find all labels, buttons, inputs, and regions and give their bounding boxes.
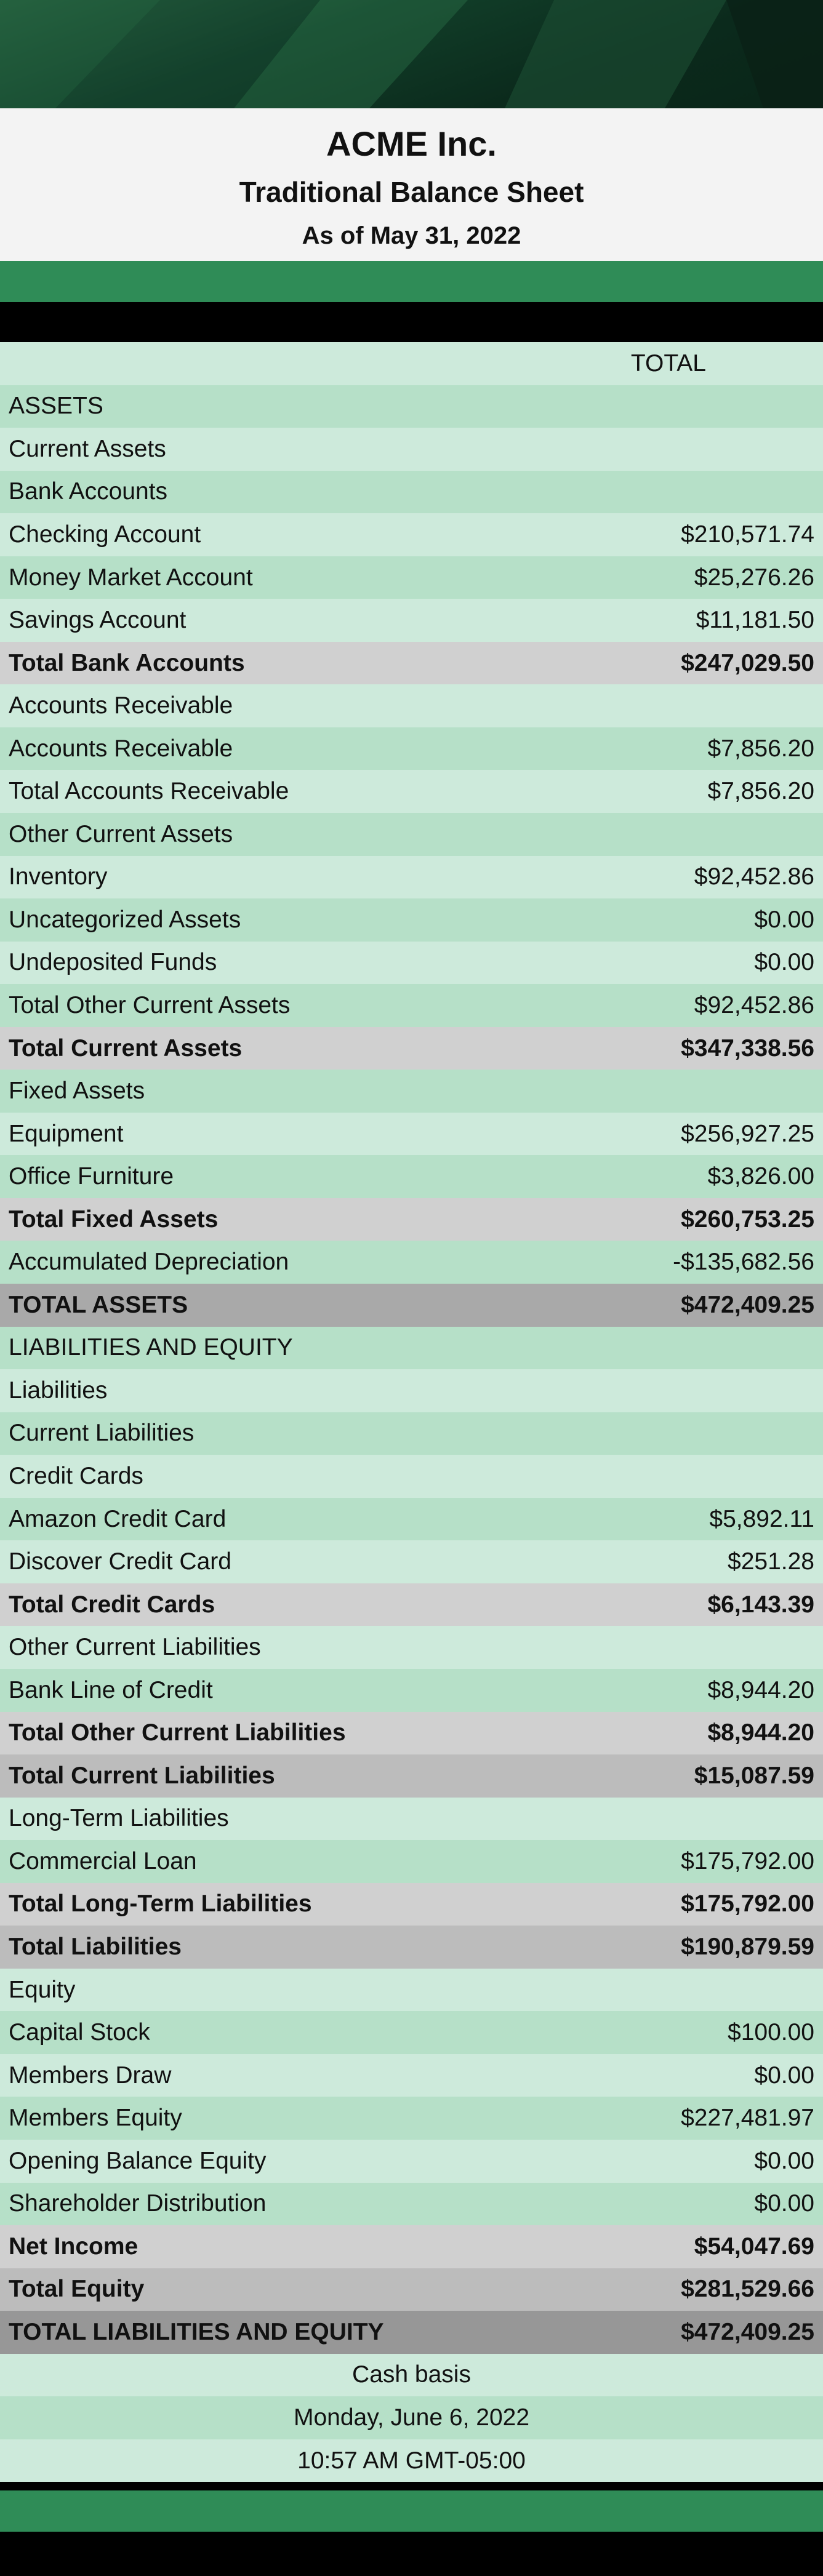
report-title-block [0, 108, 823, 261]
row-amount: $92,452.86 [694, 991, 814, 1018]
table-row [0, 1369, 823, 1412]
row-label: Total Accounts Receivable [9, 778, 289, 805]
table-row [0, 856, 823, 899]
total-row [0, 1284, 823, 1327]
company-name: ACME Inc. [326, 124, 497, 163]
row-label: Long-Term Liabilities [9, 1805, 229, 1832]
table-row [0, 1540, 823, 1583]
row-label: Accounts Receivable [9, 735, 233, 762]
top-green-band [0, 261, 823, 302]
row-label: Total Liabilities [9, 1934, 182, 1960]
table-row [0, 599, 823, 642]
row-label: Current Liabilities [9, 1420, 195, 1447]
row-label: Total Long-Term Liabilities [9, 1890, 312, 1918]
footer-time-row [0, 2439, 823, 2482]
top-black-band [0, 302, 823, 342]
row-amount: $25,276.26 [694, 564, 814, 591]
row-label: Savings Account [9, 607, 187, 634]
row-label: Other Current Liabilities [9, 1634, 261, 1661]
row-label: Checking Account [9, 521, 201, 548]
table-row [0, 984, 823, 1027]
header-banner [0, 0, 823, 108]
table-row [0, 1155, 823, 1198]
total-row [0, 1198, 823, 1241]
table-row [0, 1070, 823, 1113]
row-label: Members Draw [9, 2062, 172, 2089]
row-amount: $0.00 [754, 2147, 814, 2174]
row-amount: $54,047.69 [694, 2233, 814, 2260]
balance-sheet-table [0, 342, 823, 2482]
row-amount: $0.00 [754, 2062, 814, 2089]
table-row [0, 1669, 823, 1712]
row-label: Equipment [9, 1120, 124, 1147]
row-label: Uncategorized Assets [9, 906, 241, 933]
bottom-black-band [0, 2532, 823, 2576]
table-row [0, 684, 823, 727]
row-label: TOTAL LIABILITIES AND EQUITY [9, 2318, 384, 2345]
table-row [0, 770, 823, 813]
row-label: Total Other Current Assets [9, 991, 291, 1018]
row-amount: $100.00 [728, 2019, 814, 2046]
total-row [0, 1027, 823, 1070]
row-label: Bank Line of Credit [9, 1676, 213, 1703]
row-label: Total Current Liabilities [9, 1762, 275, 1789]
row-label: Undeposited Funds [9, 949, 217, 976]
table-row [0, 727, 823, 770]
table-row [0, 2140, 823, 2183]
column-header-total: TOTAL [630, 350, 706, 377]
table-row [0, 2183, 823, 2226]
total-row [0, 1583, 823, 1626]
table-row [0, 898, 823, 942]
footer-date-row [0, 2396, 823, 2439]
table-row [0, 2097, 823, 2140]
row-label: Total Current Assets [9, 1034, 243, 1062]
row-amount: $210,571.74 [681, 521, 814, 548]
row-amount: $175,792.00 [681, 1890, 814, 1918]
table-row [0, 1113, 823, 1156]
row-amount: $247,029.50 [681, 649, 814, 676]
row-amount: -$135,682.56 [673, 1249, 814, 1276]
row-label: Liabilities [9, 1377, 108, 1404]
table-row [0, 1969, 823, 2012]
table-row [0, 1327, 823, 1370]
total-row [0, 642, 823, 685]
row-label: Money Market Account [9, 564, 253, 591]
row-label: ASSETS [9, 393, 103, 420]
table-row [0, 1455, 823, 1498]
table-row [0, 1498, 823, 1541]
row-label: Inventory [9, 863, 108, 890]
row-amount: $7,856.20 [707, 778, 814, 805]
row-label: Office Furniture [9, 1163, 174, 1190]
table-row [0, 428, 823, 471]
row-label: Bank Accounts [9, 478, 167, 505]
row-label: Discover Credit Card [9, 1548, 231, 1575]
footer-basis-row [0, 2354, 823, 2397]
row-amount: $175,792.00 [681, 1847, 814, 1874]
row-label: Accounts Receivable [9, 692, 233, 719]
row-amount: $347,338.56 [681, 1034, 814, 1062]
row-amount: $7,856.20 [707, 735, 814, 762]
row-label: Total Fixed Assets [9, 1206, 219, 1233]
row-label: Opening Balance Equity [9, 2147, 267, 2174]
total-row [0, 2311, 823, 2354]
row-amount: $11,181.50 [696, 607, 814, 634]
row-label: TOTAL ASSETS [9, 1291, 188, 1318]
footer-date: Monday, June 6, 2022 [293, 2404, 530, 2431]
row-amount: $8,944.20 [707, 1676, 814, 1703]
row-amount: $260,753.25 [681, 1206, 814, 1233]
row-label: Amazon Credit Card [9, 1505, 227, 1532]
footer-time: 10:57 AM GMT-05:00 [297, 2447, 526, 2474]
table-row [0, 2011, 823, 2054]
column-header-row [0, 342, 823, 385]
report-date: As of May 31, 2022 [302, 222, 521, 249]
footer-basis: Cash basis [352, 2361, 471, 2388]
table-row [0, 1798, 823, 1841]
row-amount: $15,087.59 [694, 1762, 814, 1789]
row-amount: $281,529.66 [681, 2276, 814, 2303]
total-row [0, 1754, 823, 1798]
row-label: Capital Stock [9, 2019, 150, 2046]
table-row [0, 471, 823, 514]
report-title: Traditional Balance Sheet [239, 176, 584, 208]
row-label: Equity [9, 1976, 76, 2003]
bottom-green-band [0, 2490, 823, 2532]
total-row [0, 1712, 823, 1755]
row-label: Other Current Assets [9, 820, 233, 847]
table-row [0, 1840, 823, 1883]
row-label: Shareholder Distribution [9, 2190, 267, 2217]
total-row [0, 2268, 823, 2311]
row-amount: $251.28 [728, 1548, 814, 1575]
row-label: Net Income [9, 2233, 139, 2260]
row-amount: $0.00 [754, 906, 814, 933]
row-amount: $227,481.97 [681, 2105, 814, 2132]
row-amount: $5,892.11 [709, 1505, 814, 1532]
table-row [0, 513, 823, 556]
row-amount: $3,826.00 [707, 1163, 814, 1190]
row-label: Commercial Loan [9, 1847, 197, 1874]
row-label: Accumulated Depreciation [9, 1249, 289, 1276]
row-label: Total Other Current Liabilities [9, 1719, 346, 1746]
total-row [0, 2225, 823, 2268]
row-amount: $472,409.25 [681, 1291, 814, 1318]
row-amount: $256,927.25 [681, 1120, 814, 1147]
row-label: Total Bank Accounts [9, 649, 245, 676]
row-label: LIABILITIES AND EQUITY [9, 1334, 293, 1361]
row-amount: $8,944.20 [707, 1719, 814, 1746]
row-amount: $6,143.39 [707, 1591, 814, 1618]
row-label: Fixed Assets [9, 1078, 145, 1105]
row-amount: $190,879.59 [681, 1934, 814, 1960]
row-amount: $92,452.86 [694, 863, 814, 890]
table-row [0, 2054, 823, 2097]
table-row [0, 1412, 823, 1455]
row-label: Current Assets [9, 435, 166, 462]
row-amount: $472,409.25 [681, 2318, 814, 2345]
row-amount: $0.00 [754, 949, 814, 976]
banner-decoration [0, 0, 823, 108]
row-label: Credit Cards [9, 1462, 143, 1489]
total-row [0, 1883, 823, 1926]
row-label: Total Credit Cards [9, 1591, 215, 1618]
table-row [0, 813, 823, 856]
table-row [0, 942, 823, 985]
table-row [0, 1241, 823, 1284]
row-label: Total Equity [9, 2276, 145, 2303]
table-row [0, 1626, 823, 1669]
total-row [0, 1926, 823, 1969]
row-label: Members Equity [9, 2105, 182, 2132]
table-row [0, 556, 823, 599]
table-row [0, 385, 823, 428]
row-amount: $0.00 [754, 2190, 814, 2217]
